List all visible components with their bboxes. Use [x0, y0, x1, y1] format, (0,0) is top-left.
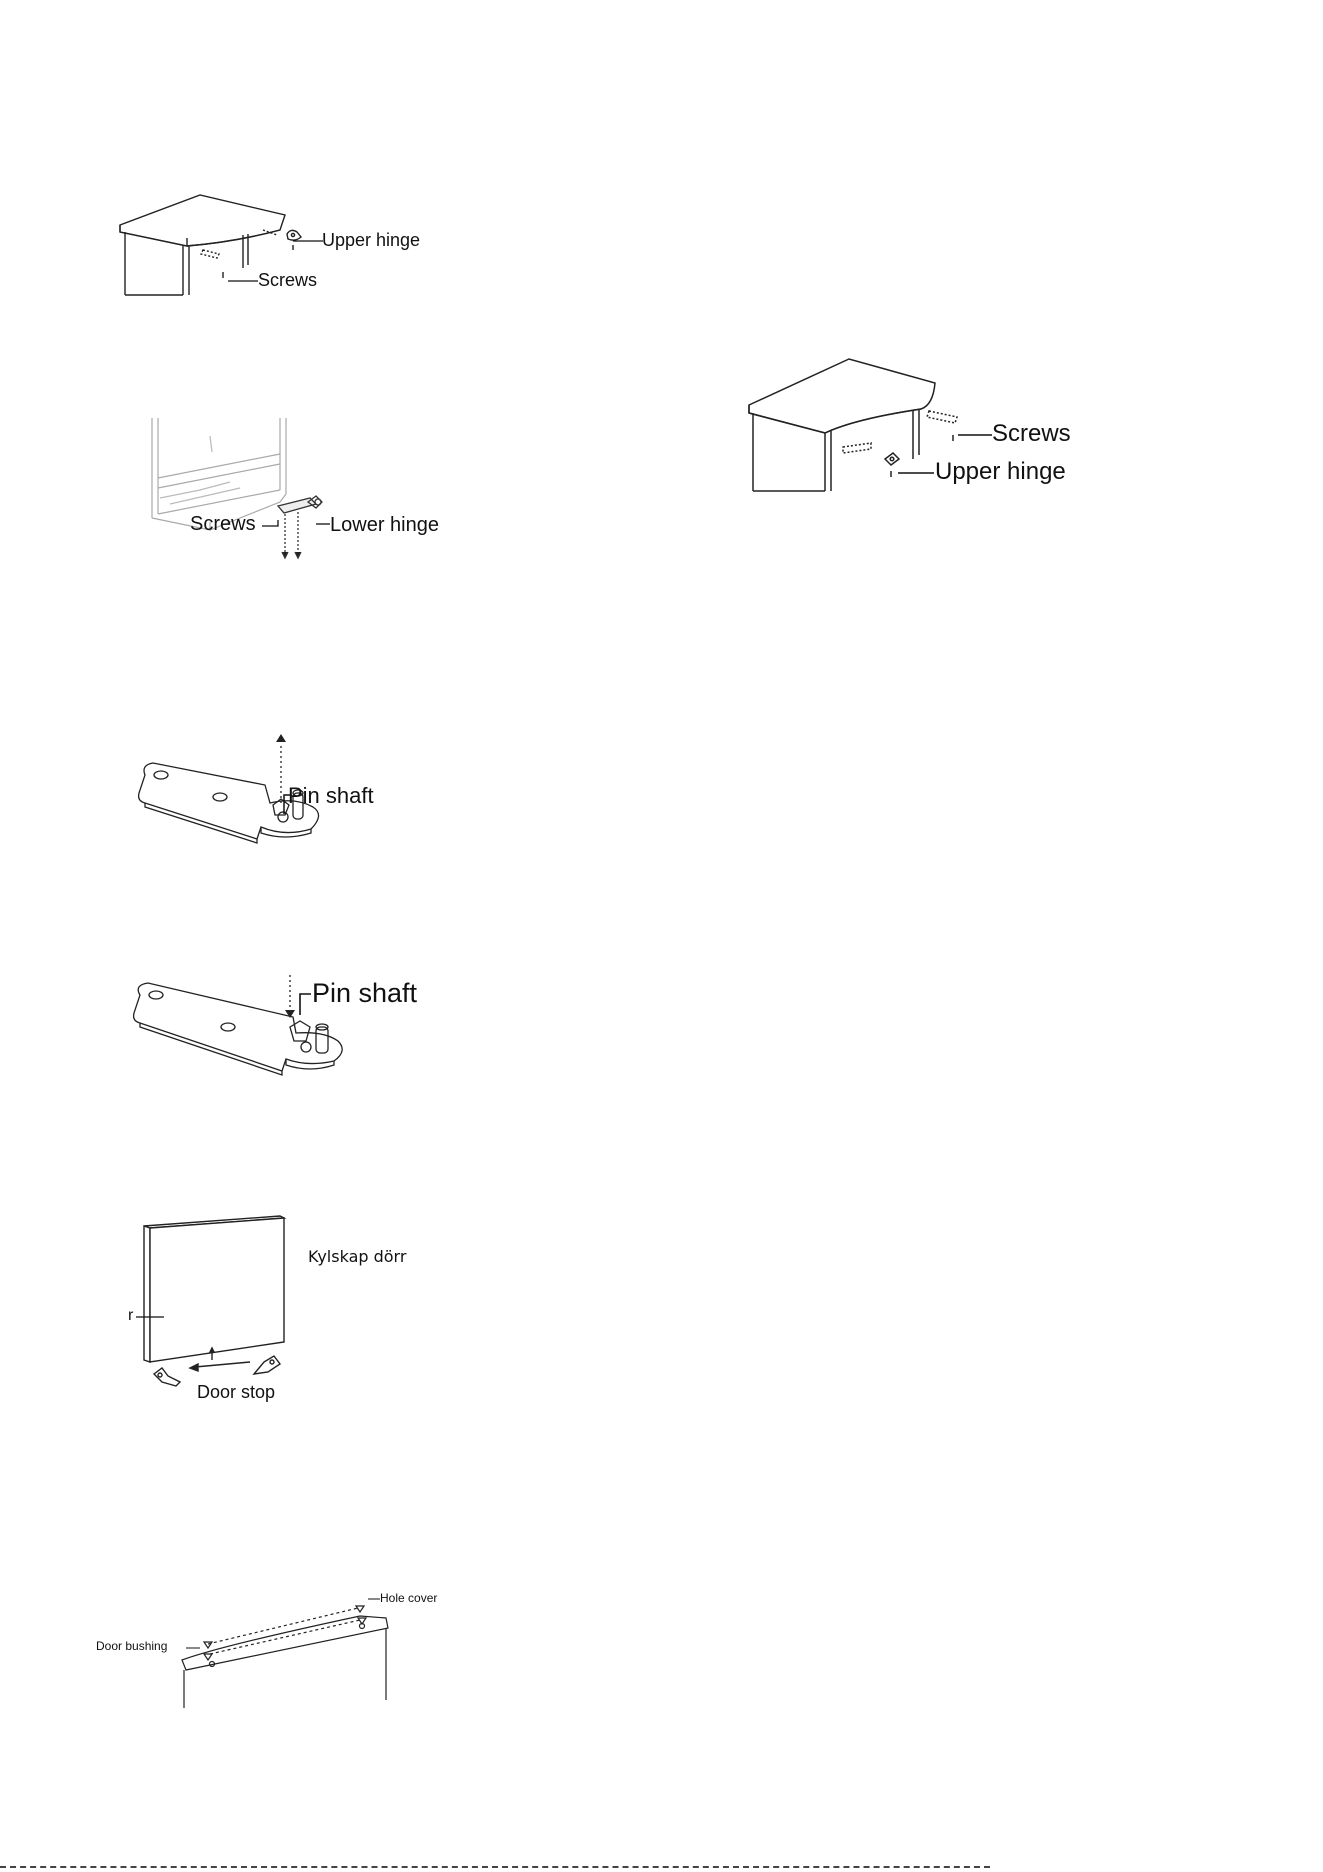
figure-door-bushing	[180, 1588, 400, 1708]
door-top-drawing	[180, 1588, 400, 1708]
door-title-label: Kylskap dörr	[308, 1247, 407, 1266]
hole-cover-label: Hole cover	[380, 1591, 438, 1605]
door-bushing-label: Door bushing	[96, 1639, 168, 1653]
upper-hinge-label: Upper hinge	[322, 230, 421, 250]
right-screws-label: Screws	[992, 420, 1071, 447]
door-edge-label: r	[128, 1307, 134, 1324]
lower-screws-leader	[262, 518, 286, 534]
pin-shaft-leader-2	[298, 993, 312, 1017]
door-drawing	[140, 1212, 320, 1402]
screws-leader	[228, 280, 258, 284]
figure-lower-hinge-removal	[130, 418, 450, 558]
screws-label: Screws	[258, 270, 318, 290]
right-screws-leader	[958, 434, 992, 438]
hole-cover-leader	[368, 1598, 380, 1602]
page-footer-rule	[0, 1866, 990, 1868]
right-upper-hinge-leader	[898, 472, 934, 476]
figure-door-stop	[140, 1212, 320, 1402]
upper-hinge-leader	[293, 240, 323, 244]
door-stop-label: Door stop	[197, 1382, 276, 1402]
pin-shaft-label-1: Pin shaft	[288, 783, 374, 808]
pin-shaft-label-2: Pin shaft	[312, 978, 418, 1008]
lower-screws-label: Screws	[190, 513, 256, 535]
cabinet-bottom-drawing	[130, 418, 450, 558]
pin-shaft-leader-1	[282, 794, 292, 816]
door-bushing-leader	[186, 1647, 200, 1651]
lower-hinge-leader	[316, 520, 332, 528]
door-edge-leader	[136, 1316, 166, 1320]
right-upper-hinge-label: Upper hinge	[935, 458, 1066, 485]
lower-hinge-label: Lower hinge	[330, 514, 439, 536]
